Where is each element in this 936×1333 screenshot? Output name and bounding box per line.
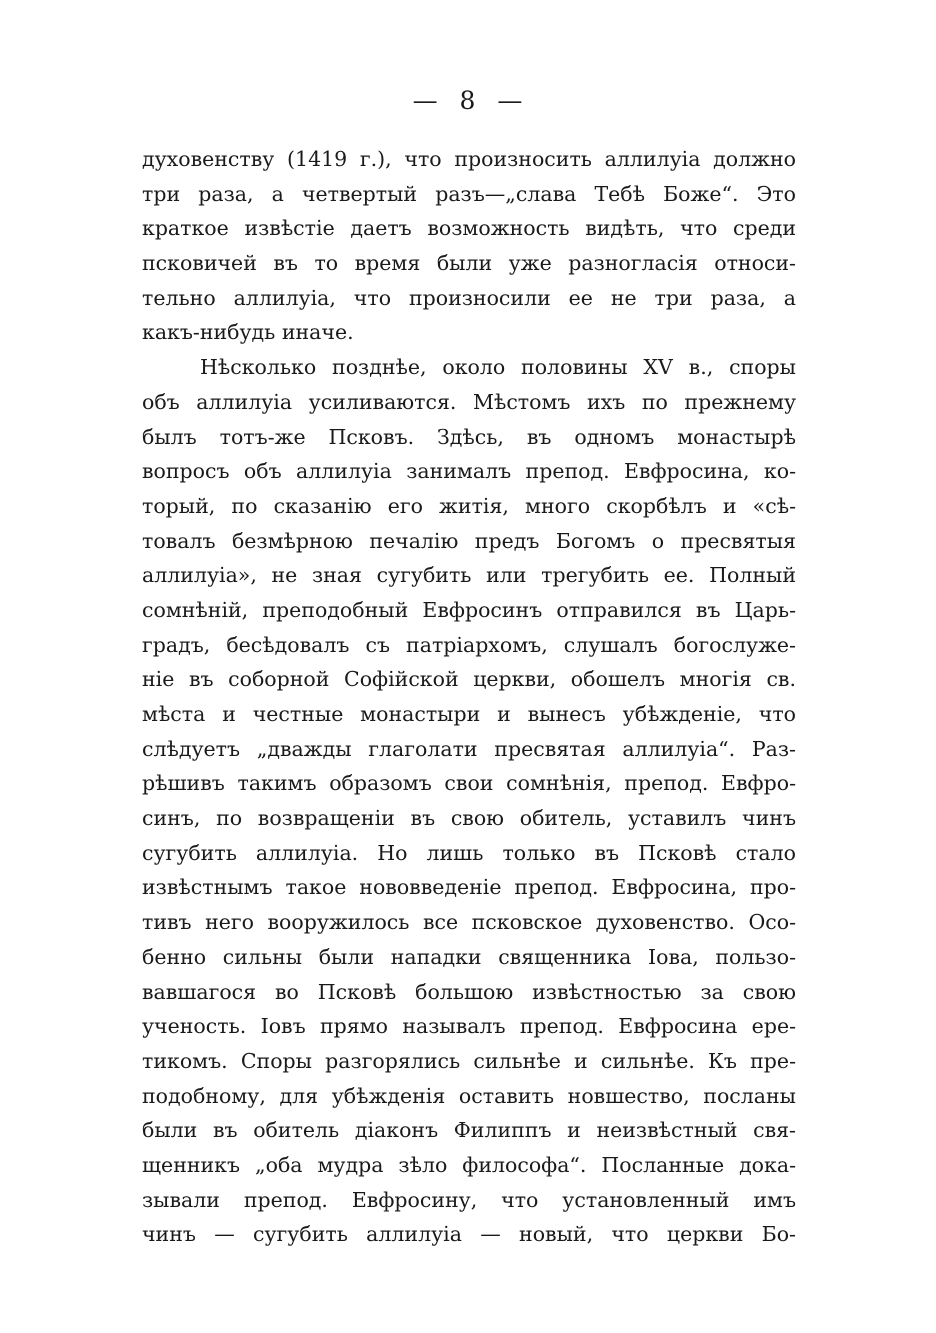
text-line: сугубить аллилуіа. Но лишь только въ Псковѣ стало — [142, 840, 796, 865]
text-line: зывали препод. Евфросину, что установленный имъ — [142, 1187, 796, 1212]
text-line: былъ тотъ-же Псковъ. Здѣсь, въ одномъ монастырѣ — [142, 424, 796, 449]
body-text — [142, 142, 796, 1252]
page-number: — 8 — — [412, 86, 524, 115]
paragraph-first-line: Нѣсколько позднѣе, около половины XV в., споры — [200, 355, 796, 380]
text-line: ученость. Іовъ прямо называлъ препод. Евфросина ере- — [142, 1014, 796, 1039]
text-line: объ аллилуіа усиливаются. Мѣстомъ ихъ по прежнему — [142, 389, 796, 414]
text-line: вопросъ объ аллилуіа занималъ препод. Евфросина, ко- — [142, 459, 796, 484]
text-line: подобному, для убѣжденія оставить новшество, посланы — [142, 1083, 796, 1108]
text-line: три раза, а четвертый разъ—„слава Тебѣ Боже“. Это — [142, 181, 796, 206]
text-line: мѣста и честные монастыри и вынесъ убѣжденіе, что — [142, 702, 796, 726]
text-line: рѣшивъ такимъ образомъ свои сомнѣнія, препод. Евфро- — [142, 771, 796, 796]
text-line: градъ, бесѣдовалъ съ патріархомъ, слушалъ богослуже- — [142, 632, 796, 657]
text-line: щенникъ „оба мудра зѣло философа“. Посланные дока- — [142, 1152, 796, 1177]
text-line: слѣдуетъ „дважды глаголати пресвятая аллилуіа“. Раз- — [142, 736, 796, 761]
text-line: аллилуіа», не зная сугубить или трегубить ее. Полный — [142, 563, 796, 588]
text-line: бенно сильны были нападки священника Іова, пользо- — [142, 944, 796, 969]
text-line: тельно аллилуіа, что произносили ее не три раза, а — [142, 285, 796, 310]
text-line: синъ, по возвращеніи въ свою обитель, уставилъ чинъ — [142, 806, 796, 831]
text-line: сомнѣній, преподобный Евфросинъ отправился въ Царь- — [142, 597, 796, 622]
text-line: чинъ — сугубить аллилуіа — новый, что церкви Бо- — [142, 1222, 796, 1247]
text-line: краткое извѣстіе даетъ возможность видѣть, что среди — [142, 216, 796, 241]
text-line: товалъ безмѣрною печалію предъ Богомъ о пресвятыя — [142, 528, 796, 553]
text-line: были въ обитель діаконъ Филиппъ и неизвѣстный свя- — [142, 1118, 796, 1143]
text-line: извѣстнымъ такое нововведеніе препод. Евфросина, про- — [142, 875, 796, 900]
text-line: тивъ него вооружилось все псковское духовенство. Осо- — [142, 910, 796, 935]
text-line: псковичей въ то время были уже разногласія относи- — [142, 251, 796, 276]
text-line: духовенству (1419 г.), что произносить аллилуіа должно — [142, 147, 796, 171]
text-line: вавшагося во Псковѣ большою извѣстностью за свою — [142, 979, 796, 1004]
text-line: ніе въ соборной Софійской церкви, обошелъ многія св. — [142, 667, 796, 692]
text-line: какъ-нибудь иначе. — [142, 320, 354, 345]
text-line: торый, по сказанію его житія, много скорбѣлъ и «сѣ- — [142, 493, 796, 518]
text-line: тикомъ. Споры разгорялись сильнѣе и сильнѣе. Къ пре- — [142, 1048, 796, 1073]
